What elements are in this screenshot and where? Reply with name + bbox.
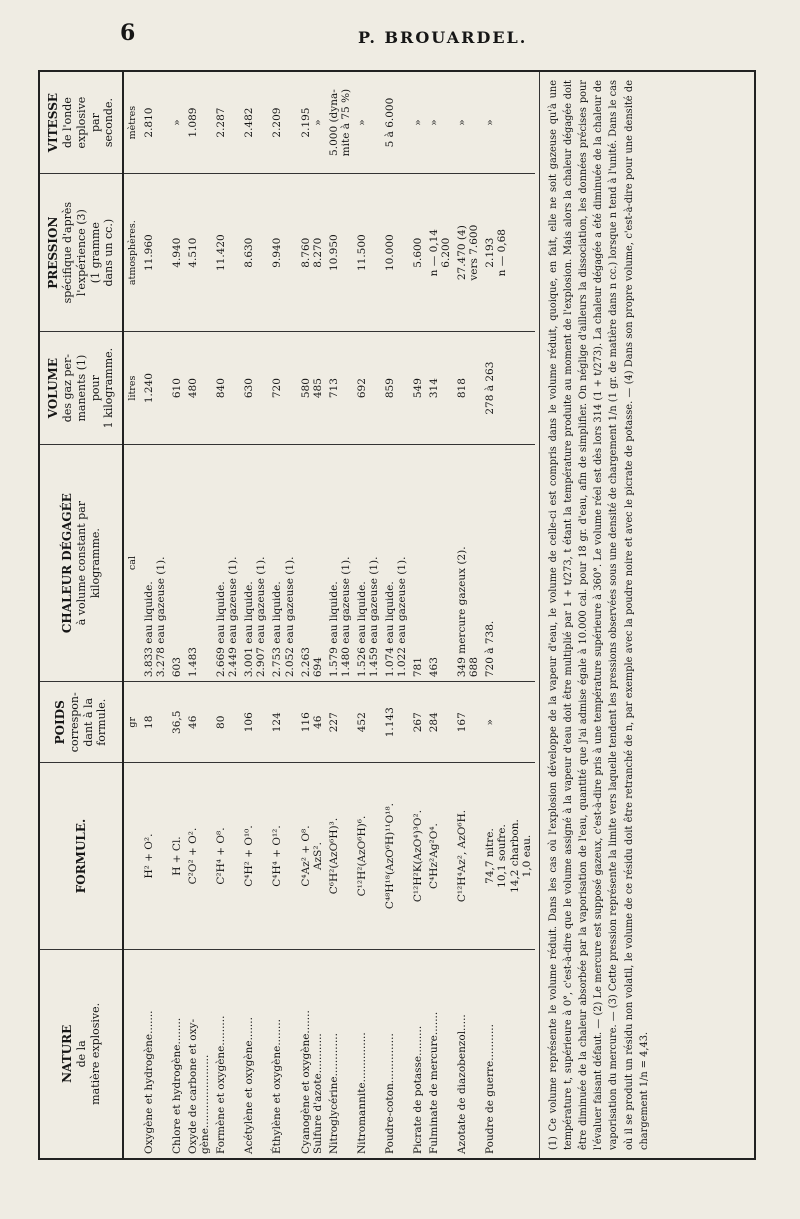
cell-chaleur: 1.579 eau liquide. 1.480 eau gazeuse (1). [326, 445, 354, 682]
table-row [454, 72, 482, 1158]
cell-nature: Acétylène et oxygène....... [241, 949, 269, 1158]
cell-pression: 5.600 [410, 174, 426, 332]
cell-formule: C²H⁴ + O⁸. [213, 763, 241, 949]
column-subtitle: correspon- dant à la formule. [67, 692, 109, 753]
unit-pression: atmosphères. [123, 174, 141, 332]
cell-volume: 840 [213, 332, 241, 445]
column-header [40, 763, 123, 949]
cell-poids: 36,5 [169, 682, 185, 763]
cell-formule: C¹²H⁴Az², AzO⁶H. [454, 763, 482, 949]
page-header [0, 0, 800, 60]
cell-nature: Oxygène et hydrogène....... [141, 949, 169, 1158]
cell-pression: 27.470 (4) vers 7.600 [454, 174, 482, 332]
unit-volume: litres [123, 332, 141, 445]
cell-poids: 18 [141, 682, 169, 763]
cell-poids: 80 [213, 682, 241, 763]
cell-poids: 452 [354, 682, 382, 763]
cell-volume: 580 485 [298, 332, 326, 445]
cell-nature: Nitroglycérine............. [326, 949, 354, 1158]
table-body [123, 72, 535, 1158]
cell-pression: 4.510 [185, 174, 213, 332]
column-subtitle: de l'onde explosive par seconde. [61, 96, 116, 149]
table-row [326, 72, 354, 1158]
cell-pression: 10.950 [326, 174, 354, 332]
running-head: P. BROUARDEL. [358, 28, 528, 47]
cell-nature: Formène et oxygène......... [213, 949, 241, 1158]
table-row [141, 72, 169, 1158]
cell-volume: 610 [169, 332, 185, 445]
cell-formule: C²O² + O². [185, 763, 213, 949]
column-title: PRESSION [46, 216, 60, 289]
cell-vitesse: 2.287 [215, 107, 228, 138]
unit-poids: gr [123, 682, 141, 763]
column-subtitle: spécifique d'après l'expérience (3) (1 gramme dans un cc.) [61, 201, 116, 304]
column-header [40, 445, 123, 682]
column-subtitle: de la matière explosive. [74, 1002, 102, 1105]
cell-volume: 818 [454, 332, 482, 445]
table-row [482, 72, 534, 1158]
cell-pression: 11.500 [354, 174, 382, 332]
column-subtitle: des gaz per- manents (1) pour 1 kilogramme. [61, 347, 116, 429]
cell-pression: 11.420 [213, 174, 241, 332]
cell-chaleur: 2.753 eau liquide. 2.052 eau gazeuse (1). [269, 445, 297, 682]
cell-volume: 630 [241, 332, 269, 445]
footnote-text: (1) Ce volume représente le volume réduit. Dans les cas où l'explosion développe de la vapeur d'eau, le volume de celle-ci est compris dans le volume réduit, quoique, en fait, elle ne soit gazeuse qu'à une température t, supérieure à 0°, c'est-à-dire que le volume assigné à la vapeur d'eau doit être multiplié par 1 + t/273, t étant la température produite au moment de l'explosion. Mais alors la chaleur dégagée doit être diminuée de la chaleur absorbée par la vaporisation de l'eau, quantité que j'ai admise égale à 10.000 cal. pour 18 gr. d'eau, afin de simplifier. On néglige d'ailleurs la dissociation, les données précises pour l'évaluer faisant défaut. — (2) Le mercure est supposé gazeux, c'est-à-dire pris à une température supérieure à 360°. Le volume réel est dès lors 314 (1 + t/273). La chaleur dégagée a été diminuée de la chaleur de vaporisation du mercure. — (3) Cette pression représente la limite vers laquelle tendent les pressions observées sous une densité de chargement 1/n (1 gr. de matière dans n cc.) lorsque n tend à l'unité. Dans le cas où il se produit un résidu non volatil, le volume de ce résidu doit être retranché de n, par exemple avec la poudre noire et avec le picrate de potasse. — (4) Dans son propre volume, c'est-à-dire pour une densité de chargement 1/n = 4,43. [547, 80, 650, 1150]
cell-vitesse: 1.089 [187, 107, 200, 138]
cell-chaleur: 3.001 eau liquide. 2.907 eau gazeuse (1). [241, 445, 269, 682]
cell-chaleur: 2.263 694 [298, 445, 326, 682]
cell-vitesse: » [428, 119, 441, 126]
cell-formule: C⁴⁸H¹⁸(AzO⁶H)¹¹O¹⁸. [382, 763, 410, 949]
column-header [40, 72, 123, 174]
unit-chaleur: cal [123, 445, 141, 682]
cell-formule: C⁴Hz²Ag²O⁴. [426, 763, 454, 949]
cell-volume: 692 [354, 332, 382, 445]
cell-poids: » [482, 682, 534, 763]
cell-nature: Azotate de diazobenzol..... [454, 949, 482, 1158]
cell-chaleur: 463 [426, 445, 454, 682]
cell-formule: 74,7 nitre. 10,1 soufre. 14,2 charbon. 1,0 eau. [482, 763, 534, 949]
cell-nature: Picrate de potasse......... [410, 949, 426, 1158]
cell-pression: 11.960 [141, 174, 169, 332]
cell-pression: 8.630 [241, 174, 269, 332]
table-row [426, 72, 454, 1158]
cell-vitesse: 2.482 [243, 107, 256, 138]
units-row [123, 72, 141, 1158]
column-header [40, 332, 123, 445]
cell-pression: 9.940 [269, 174, 297, 332]
footnotes [539, 72, 652, 1158]
cell-poids: 267 [410, 682, 426, 763]
cell-poids: 124 [269, 682, 297, 763]
cell-formule: H² + O². [141, 763, 169, 949]
cell-vitesse: » [171, 119, 184, 126]
table-header-row [40, 72, 123, 1158]
table-row [185, 72, 213, 1158]
cell-formule: C¹²H²K(AzO⁴)³O². [410, 763, 426, 949]
cell-nature: Chlore et hydrogène........ [169, 949, 185, 1158]
column-header [40, 949, 123, 1158]
table-row [241, 72, 269, 1158]
rotated-table-content [40, 72, 754, 1158]
cell-nature: Éthylène et oxygène........ [269, 949, 297, 1158]
table-row [269, 72, 297, 1158]
cell-pression: n — 0,14 6.200 [426, 174, 454, 332]
cell-chaleur: 1.526 eau liquide. 1.459 eau gazeuse (1). [354, 445, 382, 682]
table-row [410, 72, 426, 1158]
cell-chaleur: 720 à 738. [482, 445, 534, 682]
table-row [298, 72, 326, 1158]
cell-nature: Oxyde de carbone et oxy- gène...................... [185, 949, 213, 1158]
table-row [213, 72, 241, 1158]
cell-formule: C⁴Az² + O⁸. AzS². [298, 763, 326, 949]
cell-nature: Poudre-coton............... [382, 949, 410, 1158]
column-title: NATURE [59, 1024, 74, 1083]
page-number: 6 [120, 20, 136, 46]
cell-pression: 2.193 n — 0,68 [482, 174, 534, 332]
table-row [382, 72, 410, 1158]
cell-vitesse: 2.209 [271, 107, 284, 138]
cell-chaleur: 1.074 eau liquide. 1.022 eau gazeuse (1). [382, 445, 410, 682]
cell-volume: 278 à 263 [482, 332, 534, 445]
cell-vitesse: » [412, 119, 425, 126]
cell-nature: Nitromannite............... [354, 949, 382, 1158]
column-title: CHALEUR DÉGAGÉE [59, 493, 74, 634]
cell-vitesse: 2.810 [142, 107, 155, 138]
cell-formule: C⁴H² + O¹⁰. [241, 763, 269, 949]
cell-vitesse: 5 à 6.000 [383, 97, 396, 148]
cell-formule: H + Cl. [169, 763, 185, 949]
cell-vitesse: 5.000 (dyna- mite à 75 %) [327, 88, 352, 157]
cell-pression: 8.760 8.270 [298, 174, 326, 332]
cell-formule: C⁶H²(AzO⁶H)³. [326, 763, 354, 949]
cell-volume: 480 [185, 332, 213, 445]
unit-vitesse: mètres [127, 105, 138, 140]
cell-vitesse: » [355, 119, 368, 126]
column-header [40, 174, 123, 332]
cell-chaleur: 2.669 eau liquide. 2.449 eau gazeuse (1). [213, 445, 241, 682]
cell-formule: C¹²H²(AzO⁶H)⁶. [354, 763, 382, 949]
cell-vitesse: » [484, 119, 497, 126]
cell-poids: 46 [185, 682, 213, 763]
cell-chaleur: 1.483 [185, 445, 213, 682]
column-title: FORMULE. [73, 818, 88, 894]
cell-formule: C⁴H⁴ + O¹². [269, 763, 297, 949]
cell-volume: 859 [382, 332, 410, 445]
column-subtitle: à volume constant par kilogramme. [74, 500, 102, 626]
rotated-table-frame [38, 70, 756, 1160]
cell-chaleur: 349 mercure gazeux (2). 688 [454, 445, 482, 682]
cell-poids: 167 [454, 682, 482, 763]
cell-poids: 227 [326, 682, 354, 763]
column-header [40, 682, 123, 763]
cell-pression: 10.000 [382, 174, 410, 332]
cell-volume: 1.240 [141, 332, 169, 445]
cell-poids: 284 [426, 682, 454, 763]
cell-poids: 116 46 [298, 682, 326, 763]
cell-volume: 720 [269, 332, 297, 445]
cell-nature: Poudre de guerre........... [482, 949, 534, 1158]
column-title: POIDS [52, 700, 67, 745]
cell-vitesse: » [456, 119, 469, 126]
cell-poids: 106 [241, 682, 269, 763]
explosives-table [40, 72, 535, 1158]
cell-volume: 549 [410, 332, 426, 445]
cell-vitesse: 2.195 » [299, 107, 324, 138]
cell-poids: 1.143 [382, 682, 410, 763]
cell-chaleur: 3.833 eau liquide. 3.278 eau gazeuse (1). [141, 445, 169, 682]
table-row [169, 72, 185, 1158]
cell-nature: Fulminate de mercure....... [426, 949, 454, 1158]
cell-pression: 4.940 [169, 174, 185, 332]
cell-chaleur: 603 [169, 445, 185, 682]
column-title: VITESSE [46, 92, 60, 153]
cell-nature: Cyanogène et oxygène....... Sulfure d'azote............ [298, 949, 326, 1158]
cell-chaleur: 781 [410, 445, 426, 682]
cell-volume: 713 [326, 332, 354, 445]
cell-volume: 314 [426, 332, 454, 445]
table-row [354, 72, 382, 1158]
column-title: VOLUME [46, 358, 60, 419]
